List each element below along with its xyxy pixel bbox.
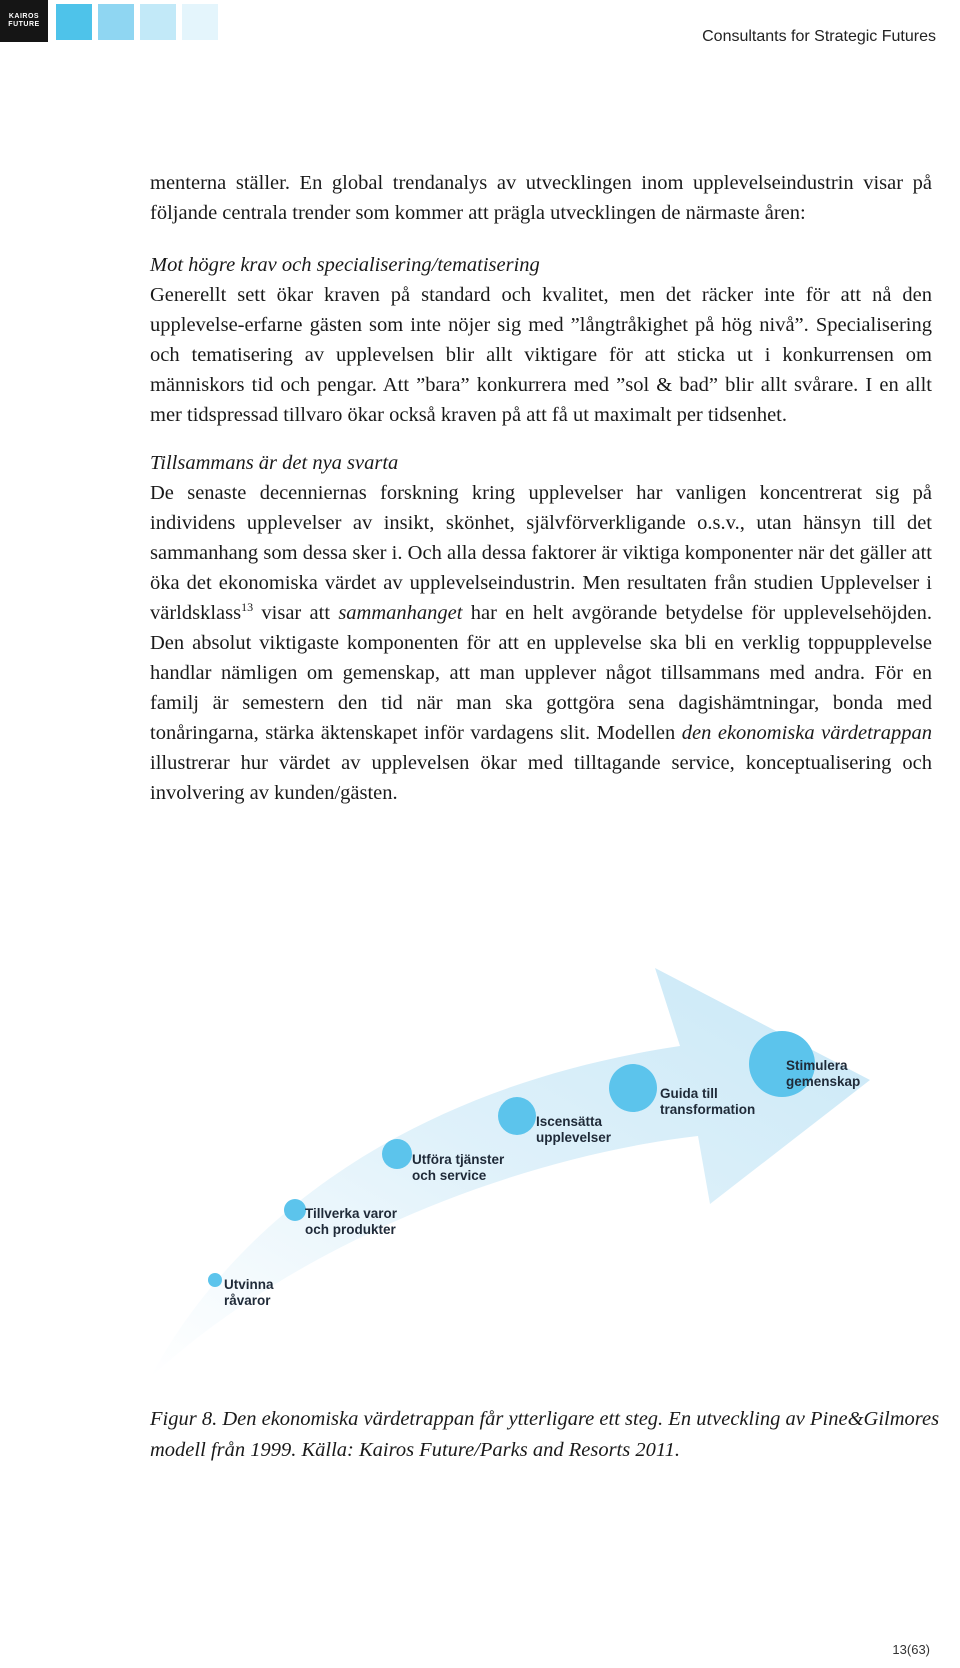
step-label-6-line-2: gemenskap bbox=[786, 1074, 861, 1089]
step-label-3-line-1: Utföra tjänster bbox=[412, 1152, 505, 1167]
kairos-future-logo bbox=[0, 0, 48, 42]
main-text bbox=[150, 168, 932, 808]
section-heading-1: Mot högre krav och specialisering/tematisering bbox=[150, 254, 540, 276]
header-square-3 bbox=[140, 4, 176, 40]
paragraph-text: visar att bbox=[253, 602, 339, 624]
step-label-2-line-1: Tillverka varor bbox=[305, 1206, 398, 1221]
value-ladder-diagram bbox=[150, 968, 930, 1388]
step-label-1-line-2: råvaror bbox=[224, 1293, 271, 1308]
figure-caption: Figur 8. Den ekonomiska värdetrappan får ytterligare ett steg. En utveckling av Pine&Gilmores modell från 1999. Källa: Kairos Future/Parks and Resorts 2011. bbox=[150, 1408, 940, 1461]
header-square-4 bbox=[182, 4, 218, 40]
header-square-1 bbox=[56, 4, 92, 40]
emphasis-text: den ekonomiska värdetrappan bbox=[681, 722, 932, 744]
step-circle-5 bbox=[609, 1064, 657, 1112]
paragraph-text: illustrerar hur värdet av upplevelsen ökar med tilltagande service, konceptualisering och involvering av kunden/gästen. bbox=[150, 752, 932, 804]
step-label-5-line-1: Guida till bbox=[660, 1086, 718, 1101]
page-number: 13(63) bbox=[892, 1642, 930, 1657]
step-label-3-line-2: och service bbox=[412, 1168, 487, 1183]
step-circle-2 bbox=[284, 1199, 306, 1221]
logo-line-1: KAIROS bbox=[8, 13, 40, 20]
step-label-5-line-2: transformation bbox=[660, 1102, 756, 1117]
step-circle-1 bbox=[208, 1273, 222, 1287]
paragraph-text: har en helt avgörande betydelse för upplevelsehöjden. Den absolut viktigaste komponenten för att en upplevelse ska bli en verklig toppupplevelse handlar nämligen om gemenskap, att man upplever något tillsammans med andra. För en familj är semestern den tid när man ska gottgöra sena dagishämtningar, bonda med tonåringarna, stärka äktenskapet inför vardagens slit. Modellen bbox=[150, 602, 932, 744]
step-label-4-line-2: upplevelser bbox=[536, 1130, 612, 1145]
header-square-2 bbox=[98, 4, 134, 40]
section-paragraph-1: Generellt sett ökar kraven på standard och kvalitet, men det räcker inte för att nå den upplevelse-erfarne gästen som inte nöjer sig med ”långtråkighet på hög nivå”. Specialisering och tematisering av upplevelsen blir allt viktigare för att sticka ut i konkurrensen om människors tid och pengar. Att ”bara” konkurrera med ”sol & bad” blir allt svårare. I en allt mer tidspressad tillvaro ökar också kraven på att få ut maximalt per tidsenhet. bbox=[150, 284, 932, 426]
step-circle-3 bbox=[382, 1139, 412, 1169]
page-header bbox=[0, 0, 960, 60]
growth-arrow bbox=[150, 968, 870, 1378]
logo-line-2: FUTURE bbox=[8, 21, 40, 28]
step-label-2-line-2: och produkter bbox=[305, 1222, 396, 1237]
intro-paragraph: menterna ställer. En global trendanalys av utvecklingen inom upplevelseindustrin visar på följande centrala trender som kommer att prägla utvecklingen de närmaste åren: bbox=[150, 172, 932, 224]
paragraph-text: De senaste decenniernas forskning kring upplevelser har vanligen koncentrerat sig på individens upplevelser av insikt, skönhet, självförverkligande o.s.v., utan hänsyn till det sammanhang som dessa sker i. Och alla dessa faktorer är viktiga komponenter när det gäller att öka det ekonomiska värdet av upplevelseindustrin. Men resultaten från studien Upplevelser i världsklass bbox=[150, 482, 932, 624]
step-label-1-line-1: Utvinna bbox=[224, 1277, 274, 1292]
footnote-marker: 13 bbox=[241, 600, 254, 615]
emphasis-text: sammanhanget bbox=[338, 602, 463, 624]
section-heading-2: Tillsammans är det nya svarta bbox=[150, 452, 399, 474]
step-circle-4 bbox=[498, 1097, 536, 1135]
value-ladder-figure bbox=[150, 968, 930, 1388]
step-label-4-line-1: Iscensätta bbox=[536, 1114, 603, 1129]
header-tagline: Consultants for Strategic Futures bbox=[702, 28, 936, 45]
step-label-6-line-1: Stimulera bbox=[786, 1058, 848, 1073]
section-paragraph-2 bbox=[150, 478, 932, 808]
